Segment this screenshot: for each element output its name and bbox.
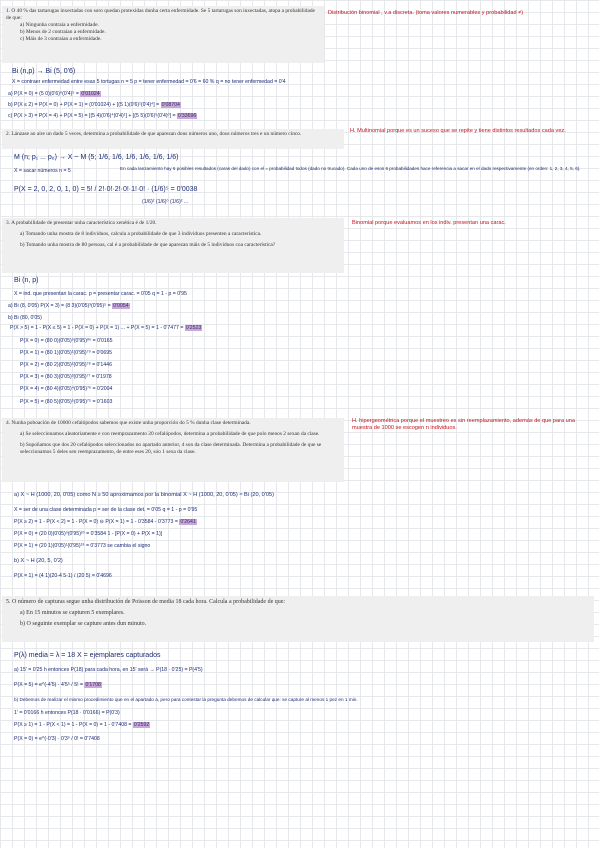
question-1-text: 1. O 40 % das tartarugas inxectadas con soro quedan protexidas dunha certa enfermidade. Se 5 tartarugas son inxectadas, atopa a probabilidade de que: [6, 8, 315, 21]
question-1-option-b: b) Menos de 2 contraian a enfermidade. [20, 29, 106, 35]
question-4-option-b: b) Supoñamos que dos 20 cefalópodos seleccionados no apartado anterior, 4 son da clase determinada. Determina a probabilidade de que se seleccionamos 5 deles sen reemprazamento, de entre eses 20, sóo 1 sexa da clase. [20, 442, 322, 455]
q3-line-p0: P(X = 0) = (80 0)(0'05)⁰(0'95)⁸⁰ = 0'0165 [20, 338, 113, 344]
q1-answer-a: 0'01024 [81, 91, 100, 97]
q3-line-p2: P(X = 2) = (80 2)(0'05)²(0'95)⁷⁸ = 0'1446 [20, 362, 112, 368]
question-2-text: 2. Lánzase ao aire un dado 5 veces, determina a probabilidade de que aparezan dous números uno, dous números tres e un número cinco. [6, 131, 302, 137]
q5-line-b2: 1' = 0'0166 h entonces P(18 · 0'0166) = P(0'3) [14, 710, 120, 716]
q1-line-a [8, 91, 101, 97]
q1-line-b [8, 102, 181, 108]
question-1-note: Distribución binomial , v.a discreta. (toma valores numerables y probabilidad ≠) [328, 10, 524, 16]
q5-line-a2 [14, 682, 102, 688]
q3-line-a [8, 303, 130, 309]
q3-line-1: Bi (n, p) [14, 277, 39, 284]
q5-line-b3-text: P(X ≥ 1) = 1 - P(X < 1) = 1 - P(X = 0) = 1 - 0'7408 = [14, 722, 133, 728]
q5-answer-a: 0'1708 [85, 682, 101, 688]
q5-line-b: b) Debemos de realizar el mismo procedimiento que en el apartado a, pero para contestar la pregunta debemos de calcular que: se capture al menos 1 pez en 1 min. [14, 697, 358, 702]
q3-line-2: X = ind. que presentan la carac. p = presentar carac. = 0'05 q = 1 - p = 0'95 [14, 291, 187, 297]
q1-line-c-text: c) P(X > 3) = P(X = 4) + P(X = 5) = [(5 4)(0'6)⁴(0'4)¹] + [(5 5)(0'6)⁵(0'4)⁰] = [8, 113, 177, 119]
q5-line-b4: P(X = 0) = e^(-0'3) · 0'3⁰ / 0! = 0'7408 [14, 736, 100, 742]
q4-answer-a: 0'2641 [180, 519, 196, 525]
question-5-option-b: b) O seguinte exemplar se capture antes dun minuto. [20, 621, 147, 627]
question-3-text: 3. A probabilidade de presentar unha característica xenética é de 1/20. [6, 220, 157, 226]
question-4-box [2, 418, 344, 482]
q3-line-p4: P(X = 4) = (80 4)(0'05)⁴(0'95)⁷⁶ = 0'2004 [20, 386, 113, 392]
q4-line-a: a) X ~ H (1000, 20, 0'05) como N ≥ 50 aproximamos por la binomial X ~ H (1000, 20, 0'05) ≈ Bi (20, 0'05) [14, 492, 274, 498]
question-2-note: H. Multinomial porque es un suceso que se repite y tiene distintos resultados cada vez. [350, 128, 566, 134]
question-1-box [2, 6, 324, 63]
q5-line-a2-text: P(X = 5) = e^(-4'5) · 4'5⁵ / 5! = [14, 682, 85, 688]
q4-line-p0 [14, 531, 162, 537]
q5-line-a: a) 15' = 0'25 h entonces P(18) para cada hora, en 15' será → P(18 · 0'25) = P(4'5) [14, 667, 203, 673]
q4-line-p1 [14, 543, 150, 549]
q4-line-calc [14, 519, 197, 525]
question-1-option-a: a) Ningunha contraia a enfermidade. [20, 22, 99, 28]
q1-line-a-text: a) P(X = 0) = (5 0)(0'6)⁰(0'4)⁵ = [8, 91, 81, 97]
q5-answer-b: 0'2592 [133, 722, 150, 728]
q5-line-1: P(λ) media = λ = 18 X = ejemplares capturados [14, 652, 161, 659]
question-4-note: H. hipergeométrica porque el muestreo es sin reemplazamiento, además de que para una muestra de 1000 se escogen n individuos. [352, 418, 575, 431]
q2-line-4: P(X = 2, 0, 2, 0, 1, 0) = 5! / 2!·0!·2!·0!·1!·0! · (1/6)⁵ = 0'0038 [14, 186, 198, 193]
q3-answer-b: 0'2523 [185, 325, 202, 331]
q4-line-x: X = ser de una clase determinada p = ser de la clase det. = 0'05 q = 1 - p = 0'95 [14, 507, 198, 513]
q3-answer-a: 0'0054 [113, 303, 129, 309]
q5-line-b3 [14, 722, 150, 728]
q4-line-p1-text: P(X = 1) = (20 1)(0'05)¹(0'95)¹⁹ = 0'3773 se cambia el signo [14, 543, 151, 549]
q4-line-b: b) X ~ H (20, 5, 0'2) [14, 558, 63, 564]
q4-line-calc-text: P(X ≥ 2) = 1 - P(X < 2) = 1 - P(X = 0) ⊖ P(X = 1) = 1 - 0'3584 - 0'3773 = [14, 519, 180, 525]
question-4-text: 4. Nunha poboación de 10000 cefalópodos sabemos que existe unha proporción do 5 % dunha clase determinada. [6, 420, 251, 426]
q4-line-b2: P(X = 1) = (4 1)(20-4 5-1) / (20 5) = 0'4696 [14, 573, 112, 579]
q3-line-b2 [10, 325, 202, 331]
q2-line-1: M (n; p₁ ... p₆) → X ~ M (5; 1/6, 1/6, 1/6, 1/6, 1/6, 1/6) [14, 154, 179, 161]
q2-line-3: En cada lanzamiento hay 6 posibles resultados (caras del dado) con el = probabilidad todos (dado no trucado). Cada uno de esos 6 probabilidades hace referencia a sacar en el dado respectivamente (en orden: 1, 2, 3, 4, 5, 6). [120, 166, 581, 171]
q1-line-1: Bi (n,p) → Bi (5, 0'6) [12, 68, 76, 75]
question-5-box [2, 596, 594, 642]
question-2-box [2, 129, 344, 149]
q3-line-p1: P(X = 1) = (80 1)(0'05)¹(0'95)⁷⁹ = 0'0695 [20, 350, 112, 356]
question-1-option-c: c) Máis de 3 contraian a enfermidade. [20, 36, 102, 42]
q1-line-b-text: b) P(X ≤ 2) = P(X = 0) + P(X = 1) = (0'01024) + [(5 1)(0'6)¹(0'4)⁴] = [8, 102, 161, 108]
q2-line-2: X = sacar números n = 5 [14, 168, 71, 174]
q3-line-b2-text: P(X > 5) = 1 - P(X ≤ 5) = 1 - P(X = 0) + P(X = 1) ... + P(X = 5) = 1 - 0'7477 = [10, 325, 185, 331]
q4-line-p0-text: P(X = 0) = (20 0)(0'05)⁰(0'95)²⁰ = 0'3584 1 - [P(X = 0) + P(X = 1)] [14, 531, 163, 537]
q3-line-p5: P(X = 5) = (80 5)(0'05)⁵(0'95)⁷⁵ = 0'1603 [20, 399, 113, 405]
question-3-option-a: a) Tomando unha mostra de 8 individuos, calcula a probabilidade de que 3 individuos presenten a característica. [20, 231, 262, 237]
question-5-text: 5. O número de capturas segue unha distribución de Poisson de media 18 cada hora. Calcula a probabilidade de que: [6, 599, 286, 605]
question-3-box [2, 218, 344, 273]
q1-line-2: X = contraer enfermedad entre esas 5 tortugas n = 5 p = tener enfermedad = 0'6 = 60 % q = no tener enfermedad = 0'4 [12, 79, 286, 85]
q3-line-a-text: a) Bi (8, 0'05) P(X = 3) = (8 3)(0'05)³(0'95)⁵ = [8, 303, 113, 309]
question-4-option-a: a) Se seleccionamos aleatoriamente e con reemprazamento 20 cefalópodos, determina a probabilidade de que polo menos 2 sexan da clase. [20, 431, 320, 437]
q3-line-b: b) Bi (80, 0'05) [8, 315, 42, 321]
q1-line-c [8, 113, 197, 119]
q1-answer-c: 0'33696 [177, 113, 197, 119]
question-5-option-a: a) En 15 minutos se capturen 5 exemplares. [20, 610, 125, 616]
q2-line-5: (1/6)² (1/6)⁰ (1/6)² ... [142, 199, 189, 205]
q1-answer-b: 0'08704 [161, 102, 180, 108]
question-3-option-b: b) Tomando unha mostra de 80 persoas, cal é a probabilidade de que aparezan máis de 5 individuos coa característica? [20, 242, 276, 248]
question-3-note: Binomial porque evaluamos en los indiv. presentan una carac. [352, 220, 506, 226]
q3-line-p3: P(X = 3) = (80 3)(0'05)³(0'95)⁷⁷ = 0'1978 [20, 374, 112, 380]
